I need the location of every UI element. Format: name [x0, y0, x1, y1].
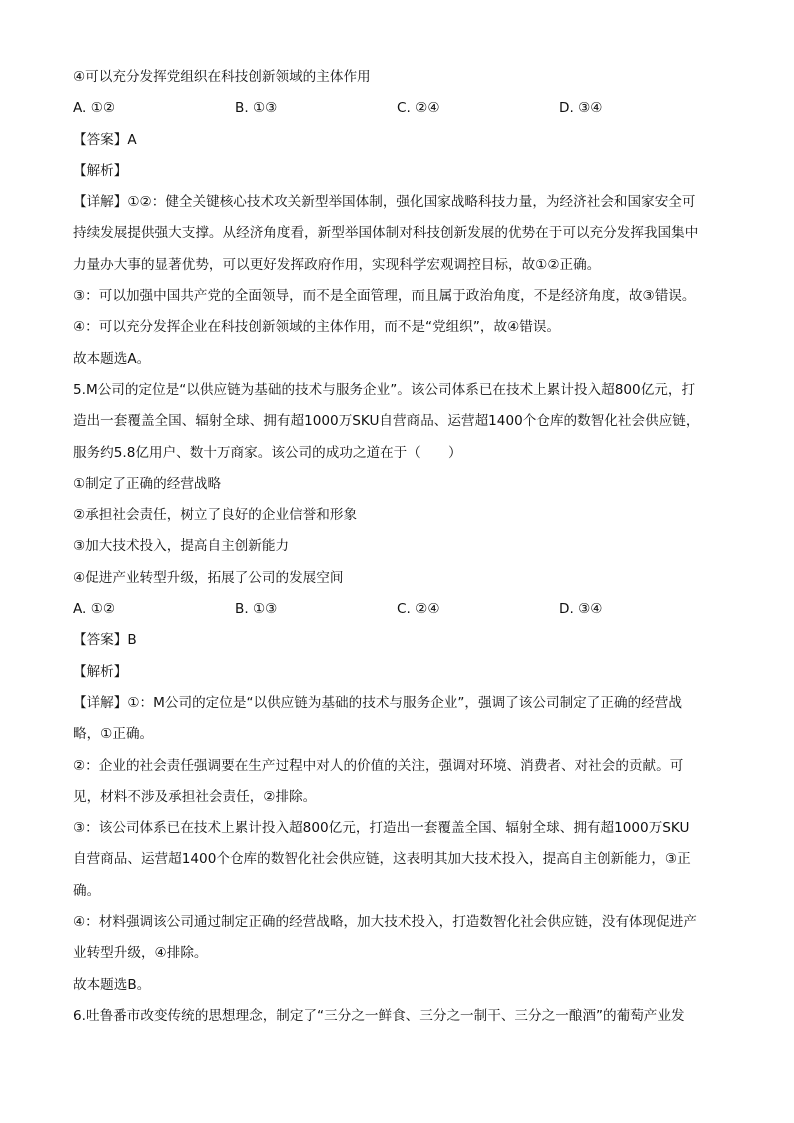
- q5-detail-line: 确。: [73, 882, 101, 899]
- q5-detail-line: 自营商品、运营超1400个仓库的数智化社会供应链，这表明其加大技术投入，提高自主创新能力，③正: [73, 851, 691, 868]
- q5-detail-line: ②：企业的社会责任强调要在生产过程中对人的价值的关注，强调对环境、消费者、对社会的贡献。可: [73, 757, 684, 774]
- q4-conclusion: 故本题选A。: [73, 350, 151, 367]
- q5-options: [73, 594, 725, 625]
- q5-statement-4: ④促进产业转型升级，拓展了公司的发展空间: [73, 569, 344, 586]
- q4-detail-line: 【详解】①②：健全关键核心技术攻关新型举国体制，强化国家战略科技力量，为经济社会和国家安全可: [73, 194, 696, 211]
- q5-detail-line: ③：该公司体系已在技术上累计投入超800亿元，打造出一套覆盖全国、辐射全球、拥有超1000万SKU: [73, 820, 690, 837]
- q4-detail-line: 力量办大事的显著优势，可以更好发挥政府作用，实现科学宏观调控目标，故①②正确。: [73, 256, 601, 273]
- q5-detail-line: ④：材料强调该公司通过制定正确的经营战略，加大技术投入，打造数智化社会供应链，没有体现促进产: [73, 914, 697, 931]
- q4-answer: 【答案】A: [73, 131, 137, 148]
- q4-analysis-heading: 【解析】: [73, 162, 128, 179]
- q4-option-c: C. ②④: [397, 100, 440, 117]
- q4-detail-line: ④：可以充分发挥企业在科技创新领域的主体作用，而不是“党组织”，故④错误。: [73, 319, 561, 336]
- q5-statement-3: ③加大技术投入，提高自主创新能力: [73, 538, 290, 555]
- q6-stem-line: 6.吐鲁番市改变传统的思想理念，制定了“三分之一鲜食、三分之一制干、三分之一酿酒”的葡萄产业发: [73, 1007, 685, 1024]
- q5-stem-line: 5.M公司的定位是“以供应链为基础的技术与服务企业”。该公司体系已在技术上累计投入超800亿元，打: [73, 381, 696, 398]
- q5-analysis-heading: 【解析】: [73, 663, 128, 680]
- q4-detail-line: 持续发展提供强大支撑。从经济角度看，新型举国体制对科技创新发展的优势在于可以充分发挥我国集中: [73, 225, 699, 242]
- q4-detail-line: ③：可以加强中国共产党的全面领导，而不是全面管理，而且属于政治角度，不是经济角度，故③错误。: [73, 288, 696, 305]
- q4-options: [73, 93, 725, 124]
- document-body: [73, 62, 725, 1032]
- q5-detail-line: 【详解】①：M公司的定位是“以供应链为基础的技术与服务企业”，强调了该公司制定了正确的经营战: [73, 694, 682, 711]
- q5-conclusion: 故本题选B。: [73, 976, 151, 993]
- q5-detail-line: 业转型升级，④排除。: [73, 945, 208, 962]
- q5-stem-line: 服务约5.8亿用户、数十万商家。该公司的成功之道在于（ ）: [73, 444, 462, 461]
- q4-option-d: D. ③④: [559, 100, 603, 117]
- q5-statement-2: ②承担社会责任，树立了良好的企业信誉和形象: [73, 507, 358, 524]
- q5-option-d: D. ③④: [559, 601, 603, 618]
- q5-statement-1: ①制定了正确的经营战略: [73, 475, 222, 492]
- q5-option-b: B. ①③: [235, 601, 278, 618]
- q4-option-a: A. ①②: [73, 100, 116, 117]
- q5-stem-line: 造出一套覆盖全国、辐射全球、拥有超1000万SKU自营商品、运营超1400个仓库的数智化社会供应链，: [73, 413, 700, 430]
- q4-statement-4: ④可以充分发挥党组织在科技创新领域的主体作用: [73, 69, 371, 85]
- q4-option-b: B. ①③: [235, 100, 278, 117]
- q5-answer: 【答案】B: [73, 632, 137, 649]
- q5-detail-line: 见，材料不涉及承担社会责任，②排除。: [73, 788, 317, 805]
- q5-option-c: C. ②④: [397, 601, 440, 618]
- q5-detail-line: 略，①正确。: [73, 726, 154, 743]
- q5-option-a: A. ①②: [73, 601, 116, 618]
